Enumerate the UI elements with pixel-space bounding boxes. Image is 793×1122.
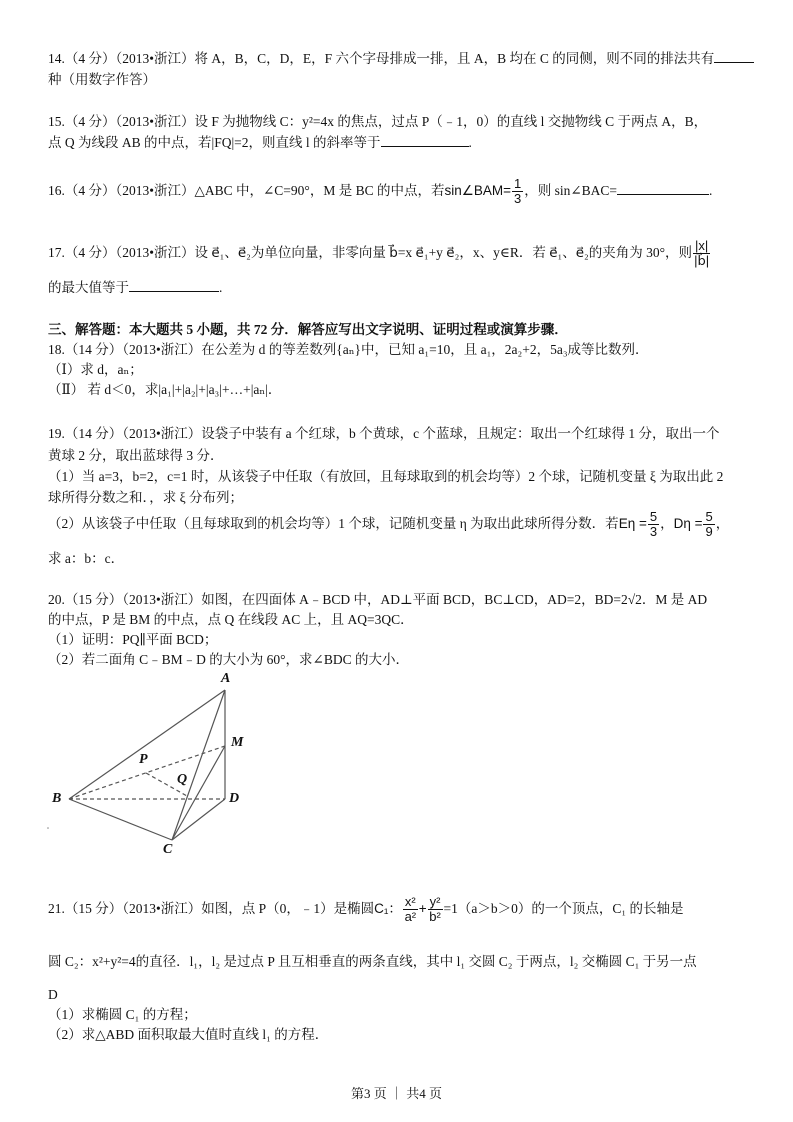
q16-sin: sin∠BAM= [444, 183, 511, 198]
numerator: 5 [705, 509, 713, 525]
expectation-label: Eη = [618, 516, 647, 531]
q18-line1: 18.（14 分）（2013•浙江）在公差为 d 的等差数列{aₙ}中，已知 a₁=10，且 a₁，2a₂+2，5a₃成等比数列． [48, 342, 649, 357]
q17-text: 17.（4 分）（2013•浙江）设 e⃗₁、e⃗₂为单位向量，非零向量 b⃗=x e⃗₁+y e⃗₂，x、y∈R．若 e⃗₁、e⃗₂的夹角为 30°，则 [48, 245, 692, 260]
q20-line3: （1）证明：PQ∥平面 BCD； [48, 632, 218, 647]
denominator: a² [404, 909, 417, 925]
denominator: |b⃗| [694, 253, 710, 269]
edge-ab [69, 690, 225, 799]
label-m: M [231, 735, 244, 750]
denominator: b² [429, 909, 441, 925]
q19-line6: 求 a：b：c． [48, 551, 125, 566]
numerator: 5 [649, 509, 658, 525]
q21-line4: （1）求椭圆 C₁ 的方程； [48, 1007, 197, 1022]
q15-text: 点 Q 为线段 AB 的中点，若|FQ|=2，则直线 l 的斜率等于 [48, 135, 381, 150]
label-q: Q [177, 772, 188, 787]
q21-text: 21.（15 分）（2013•浙江）如图，点 P（0，﹣1）是椭圆 [48, 901, 375, 916]
q19-line1: 19.（14 分）（2013•浙江）设袋子中装有 a 个红球，b 个黄球，c 个蓝球，且规定：取出一个红球得 1 分，取出一个 [48, 426, 720, 441]
plus: + [418, 901, 427, 916]
q21-line3: D [48, 987, 58, 1002]
q16-text2: ，则 sin∠BAC= [524, 183, 618, 198]
numerator: |x| [695, 238, 709, 254]
label-p: P [139, 752, 148, 767]
dot [47, 827, 49, 829]
q17-text2: 的最大值等于 [48, 280, 129, 295]
label-d: D [229, 791, 240, 806]
q21-line1 [48, 890, 683, 928]
page-footer: 第3 页 ｜ 共4 页 [350, 1086, 442, 1101]
edge-mc [172, 746, 225, 840]
q21-text2: =1（a＞b＞0）的一个顶点，C₁ 的长轴是 [443, 901, 684, 916]
label-c: C [163, 842, 173, 857]
denominator: 3 [649, 524, 658, 540]
label-a: A [221, 671, 231, 686]
q14-text: 14.（4 分）（2013•浙江）将 A，B，C，D，E，F 六个字母排成一排，且 A，B 均在 C 的同侧，则不同的排法共有 [48, 51, 715, 66]
q16-end: . [709, 183, 713, 198]
ellipse-name: C₁： [374, 901, 402, 916]
q19-line3: （1）当 a=3，b=2，c=1 时，从该袋子中任取（有放回，且每球取到的机会均等）2 个球，记随机变量 ξ 为取出此 2 [48, 469, 724, 484]
q18-line3: （Ⅱ） 若 d＜0，求|a₁|+|a₂|+|a₃|+…+|aₙ|． [48, 382, 282, 397]
fraction [428, 895, 443, 924]
edge-bc [69, 799, 172, 840]
variance-label: ，Dη = [660, 516, 703, 531]
q20-line1: 20.（15 分）（2013•浙江）如图，在四面体 A﹣BCD 中，AD⊥平面 BCD，BC⊥CD，AD=2，BD=2√2．M 是 AD [48, 592, 708, 607]
q15-end: . [468, 135, 472, 150]
q17-end: . [219, 280, 223, 295]
q19-line4: 球所得分数之和．，求 ξ 分布列； [48, 490, 244, 505]
q16-text: 16.（4 分）（2013•浙江）△ABC 中，∠C=90°，M 是 BC 的中点，若 [48, 183, 445, 198]
denominator: 3 [513, 191, 522, 207]
q18-line2: （Ⅰ）求 d，aₙ； [48, 362, 143, 377]
q20-line2: 的中点，P 是 BM 的中点，点 Q 在线段 AC 上，且 AQ=3QC． [48, 612, 414, 627]
q19-line2: 黄球 2 分，取出蓝球得 3 分． [48, 448, 224, 463]
edge-ac [172, 690, 225, 840]
q21-line2: 圆 C₂：x²+y²=4的直径．l₁，l₂ 是过点 P 且互相垂直的两条直线，其中 l₁ 交圆 C₂ 于两点，l₂ 交椭圆 C₁ 于另一点 [48, 954, 697, 969]
edge-cd [172, 799, 225, 840]
numerator: 1 [513, 176, 522, 192]
section-heading: 三、解答题：本大题共 5 小题，共 72 分．解答应写出文字说明、证明过程或演算步骤． [48, 322, 568, 337]
q19-text: （2）从该袋子中任取（且每球取到的机会均等）1 个球，记随机变量 η 为取出此球所得分数．若 [48, 516, 619, 531]
denominator: 9 [705, 524, 713, 540]
fraction [403, 895, 418, 924]
q21-line5: （2）求△ABD 面积取最大值时直线 l₁ 的方程． [48, 1027, 329, 1042]
q15-line1: 15.（4 分）（2013•浙江）设 F 为抛物线 C：y²=4x 的焦点，过点 P（﹣1，0）的直线 l 交抛物线 C 于两点 A，B， [48, 114, 708, 129]
numerator: x² [404, 894, 416, 910]
q14-line2: 种（用数字作答） [48, 72, 156, 87]
numerator: y² [429, 894, 441, 910]
label-b: B [52, 791, 62, 806]
q19-end: ， [715, 516, 730, 531]
q20-line4: （2）若二面角 C﹣BM﹣D 的大小为 60°，求∠BDC 的大小． [48, 652, 409, 667]
